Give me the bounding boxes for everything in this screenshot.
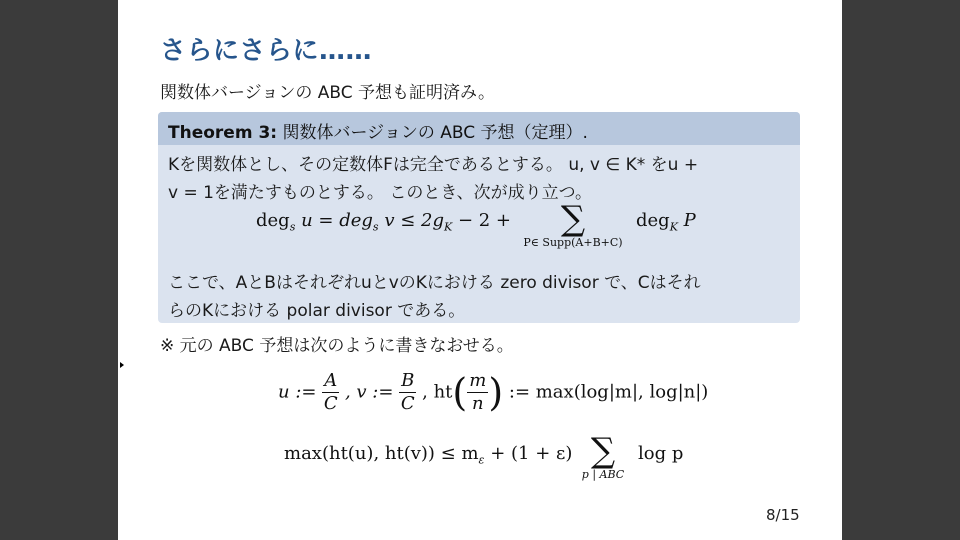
frac-num-m: m bbox=[469, 370, 487, 391]
mouse-cursor-icon bbox=[120, 362, 124, 368]
formula-tail: − 2 + bbox=[457, 210, 511, 231]
frac-den-C2: C bbox=[400, 393, 415, 414]
formula3-sum bbox=[558, 431, 648, 481]
intro-text: 関数体バージョンの ABC 予想も証明済み。 bbox=[160, 83, 496, 103]
left-letterbox bbox=[0, 0, 118, 540]
formula2-u: u := bbox=[278, 381, 317, 403]
theorem-sum bbox=[498, 199, 648, 249]
page-number: 8/15 bbox=[766, 506, 800, 524]
theorem-header bbox=[158, 112, 800, 145]
paren-open: ( bbox=[452, 370, 468, 415]
theorem-line-3: ここで、AとBはそれぞれuとvのKにおける zero divisor で、Cはそれ bbox=[168, 273, 701, 293]
presentation-slide bbox=[118, 0, 842, 540]
formula3-mid: + (1 + ε) bbox=[490, 443, 573, 464]
theorem-formula-rhs bbox=[636, 210, 696, 234]
note-text: ※ 元の ABC 予想は次のように書きなおせる。 bbox=[160, 336, 514, 356]
formula-sub-K-1: K bbox=[443, 220, 453, 234]
theorem-header-text bbox=[168, 118, 588, 143]
formula-3 bbox=[284, 443, 572, 467]
formula3-lhs: max(ht(u), ht(v)) ≤ m bbox=[284, 443, 479, 464]
fraction-B-over-C bbox=[399, 370, 416, 415]
fraction-A-over-C bbox=[322, 370, 339, 415]
theorem-line-1: Kを関数体とし、その定数体Fは完全であるとする。 u, v ∈ K* をu + bbox=[168, 155, 699, 175]
formula-sub-K-2: K bbox=[669, 220, 678, 234]
formula3-rhs: log p bbox=[638, 443, 684, 464]
sum-subscript-1: P∈ Supp(A+B+C) bbox=[523, 236, 623, 249]
formula-2 bbox=[278, 370, 708, 415]
theorem-label: Theorem 3: bbox=[168, 123, 278, 143]
theorem-formula bbox=[256, 210, 511, 234]
formula2-v: , v := bbox=[344, 381, 394, 403]
theorem-line-4: らのKにおける polar divisor である。 bbox=[168, 301, 466, 321]
frac-den-C1: C bbox=[323, 393, 338, 414]
frac-num-A: A bbox=[324, 370, 338, 391]
sum-symbol-1: ∑ bbox=[560, 199, 586, 239]
frac-den-n: n bbox=[471, 393, 484, 414]
theorem-heading: 関数体バージョンの ABC 予想（定理）. bbox=[282, 123, 588, 143]
theorem-box bbox=[158, 112, 800, 323]
sum-symbol-2: ∑ bbox=[590, 431, 616, 471]
fraction-m-over-n bbox=[467, 370, 488, 415]
paren-close: ) bbox=[488, 370, 504, 415]
formula2-rhs: := max(log|m|, log|n|) bbox=[508, 381, 709, 403]
formula3-eps-sub: ε bbox=[478, 453, 485, 467]
formula-sub-s-2: s bbox=[372, 220, 379, 234]
formula-var-P: P bbox=[683, 210, 696, 231]
formula-sub-s-1: s bbox=[289, 220, 296, 234]
formula-main-2: v ≤ 2g bbox=[384, 210, 444, 231]
right-letterbox bbox=[842, 0, 960, 540]
formula2-ht: , ht bbox=[422, 381, 453, 403]
frac-num-B: B bbox=[401, 370, 415, 391]
theorem-line-2: v = 1を満たすものとする。 このとき、次が成り立つ。 bbox=[168, 183, 592, 203]
formula-deg-1: deg bbox=[256, 210, 290, 231]
formula-deg-rhs: deg bbox=[636, 210, 670, 231]
formula-main-1: u = deg bbox=[301, 210, 373, 231]
sum-subscript-2: p | ABC bbox=[581, 468, 625, 481]
slide-title: さらにさらに…… bbox=[160, 36, 373, 66]
